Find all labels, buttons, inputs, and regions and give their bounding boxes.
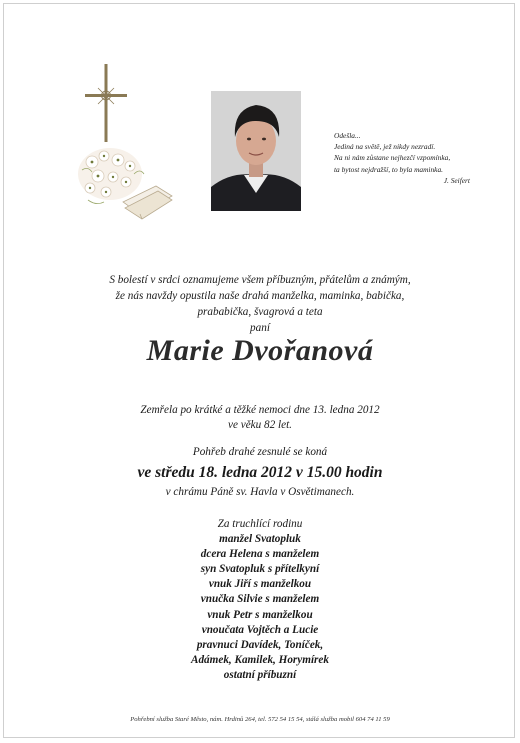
poem-author: J. Seifert	[443, 175, 470, 185]
intro-line: prababička, švagrová a teta	[197, 306, 323, 318]
poem-line: ta bytost nejdražší, to byla maminka.	[334, 164, 444, 174]
portrait-image	[211, 91, 301, 211]
flower-bouquet-icon	[78, 148, 144, 204]
poem-block	[334, 130, 484, 186]
family-member: vnuk Petr s manželkou	[207, 608, 313, 621]
death-info	[0, 403, 520, 433]
poem-line: Jediná na světě, jež nikdy nezradí.	[334, 142, 436, 152]
family-member: vnučka Silvie s manželem	[200, 593, 320, 606]
funeral-date: ve středu 18. ledna 2012 v 15.00 hodin	[137, 464, 383, 481]
intro-line: paní	[250, 322, 270, 334]
intro-line: S bolestí v srdci oznamujeme všem příbuzným, přátelům a známým,	[109, 274, 411, 286]
family-member: Adámek, Kamilek, Horymírek	[191, 653, 329, 666]
intro-line: že nás navždy opustila naše drahá manželka, maminka, babička,	[115, 290, 405, 302]
cross-flower-decoration	[68, 62, 178, 237]
family-member: vnuk Jiří s manželkou	[208, 578, 312, 591]
mourning-family	[0, 517, 520, 683]
family-member: dcera Helena s manželem	[200, 548, 320, 561]
family-heading: Za truchlící rodinu	[217, 518, 303, 530]
cross-icon	[68, 62, 178, 237]
funeral-intro: Pohřeb drahé zesnulé se koná	[192, 446, 328, 458]
portrait-photo	[211, 91, 301, 211]
family-member: syn Svatopluk s přítelkyní	[200, 563, 320, 576]
family-member: manžel Svatopluk	[219, 533, 301, 546]
family-member: ostatní příbuzní	[223, 668, 297, 681]
poem-line: Odešla...	[334, 131, 361, 140]
poem-line: Na ni nám zůstane nejhezčí vzpomínka,	[334, 153, 451, 163]
family-member: vnoučata Vojtěch a Lucie	[201, 623, 319, 636]
funeral-service-footer: Pohřební služba Staré Město, nám. Hrdinů 264, tel. 572 54 15 54, stálá služba mobil 604 74 11 59	[130, 716, 390, 723]
death-line: Zemřela po krátké a těžké nemoci dne 13. ledna 2012	[140, 404, 380, 416]
deceased-name: Marie Dvořanová	[146, 334, 374, 367]
funeral-place: v chrámu Páně sv. Havla v Osvětimanech.	[165, 486, 355, 498]
announcement-intro	[0, 272, 520, 336]
family-member: pravnuci Davídek, Toníček,	[196, 638, 324, 651]
age-line: ve věku 82 let.	[228, 419, 292, 431]
